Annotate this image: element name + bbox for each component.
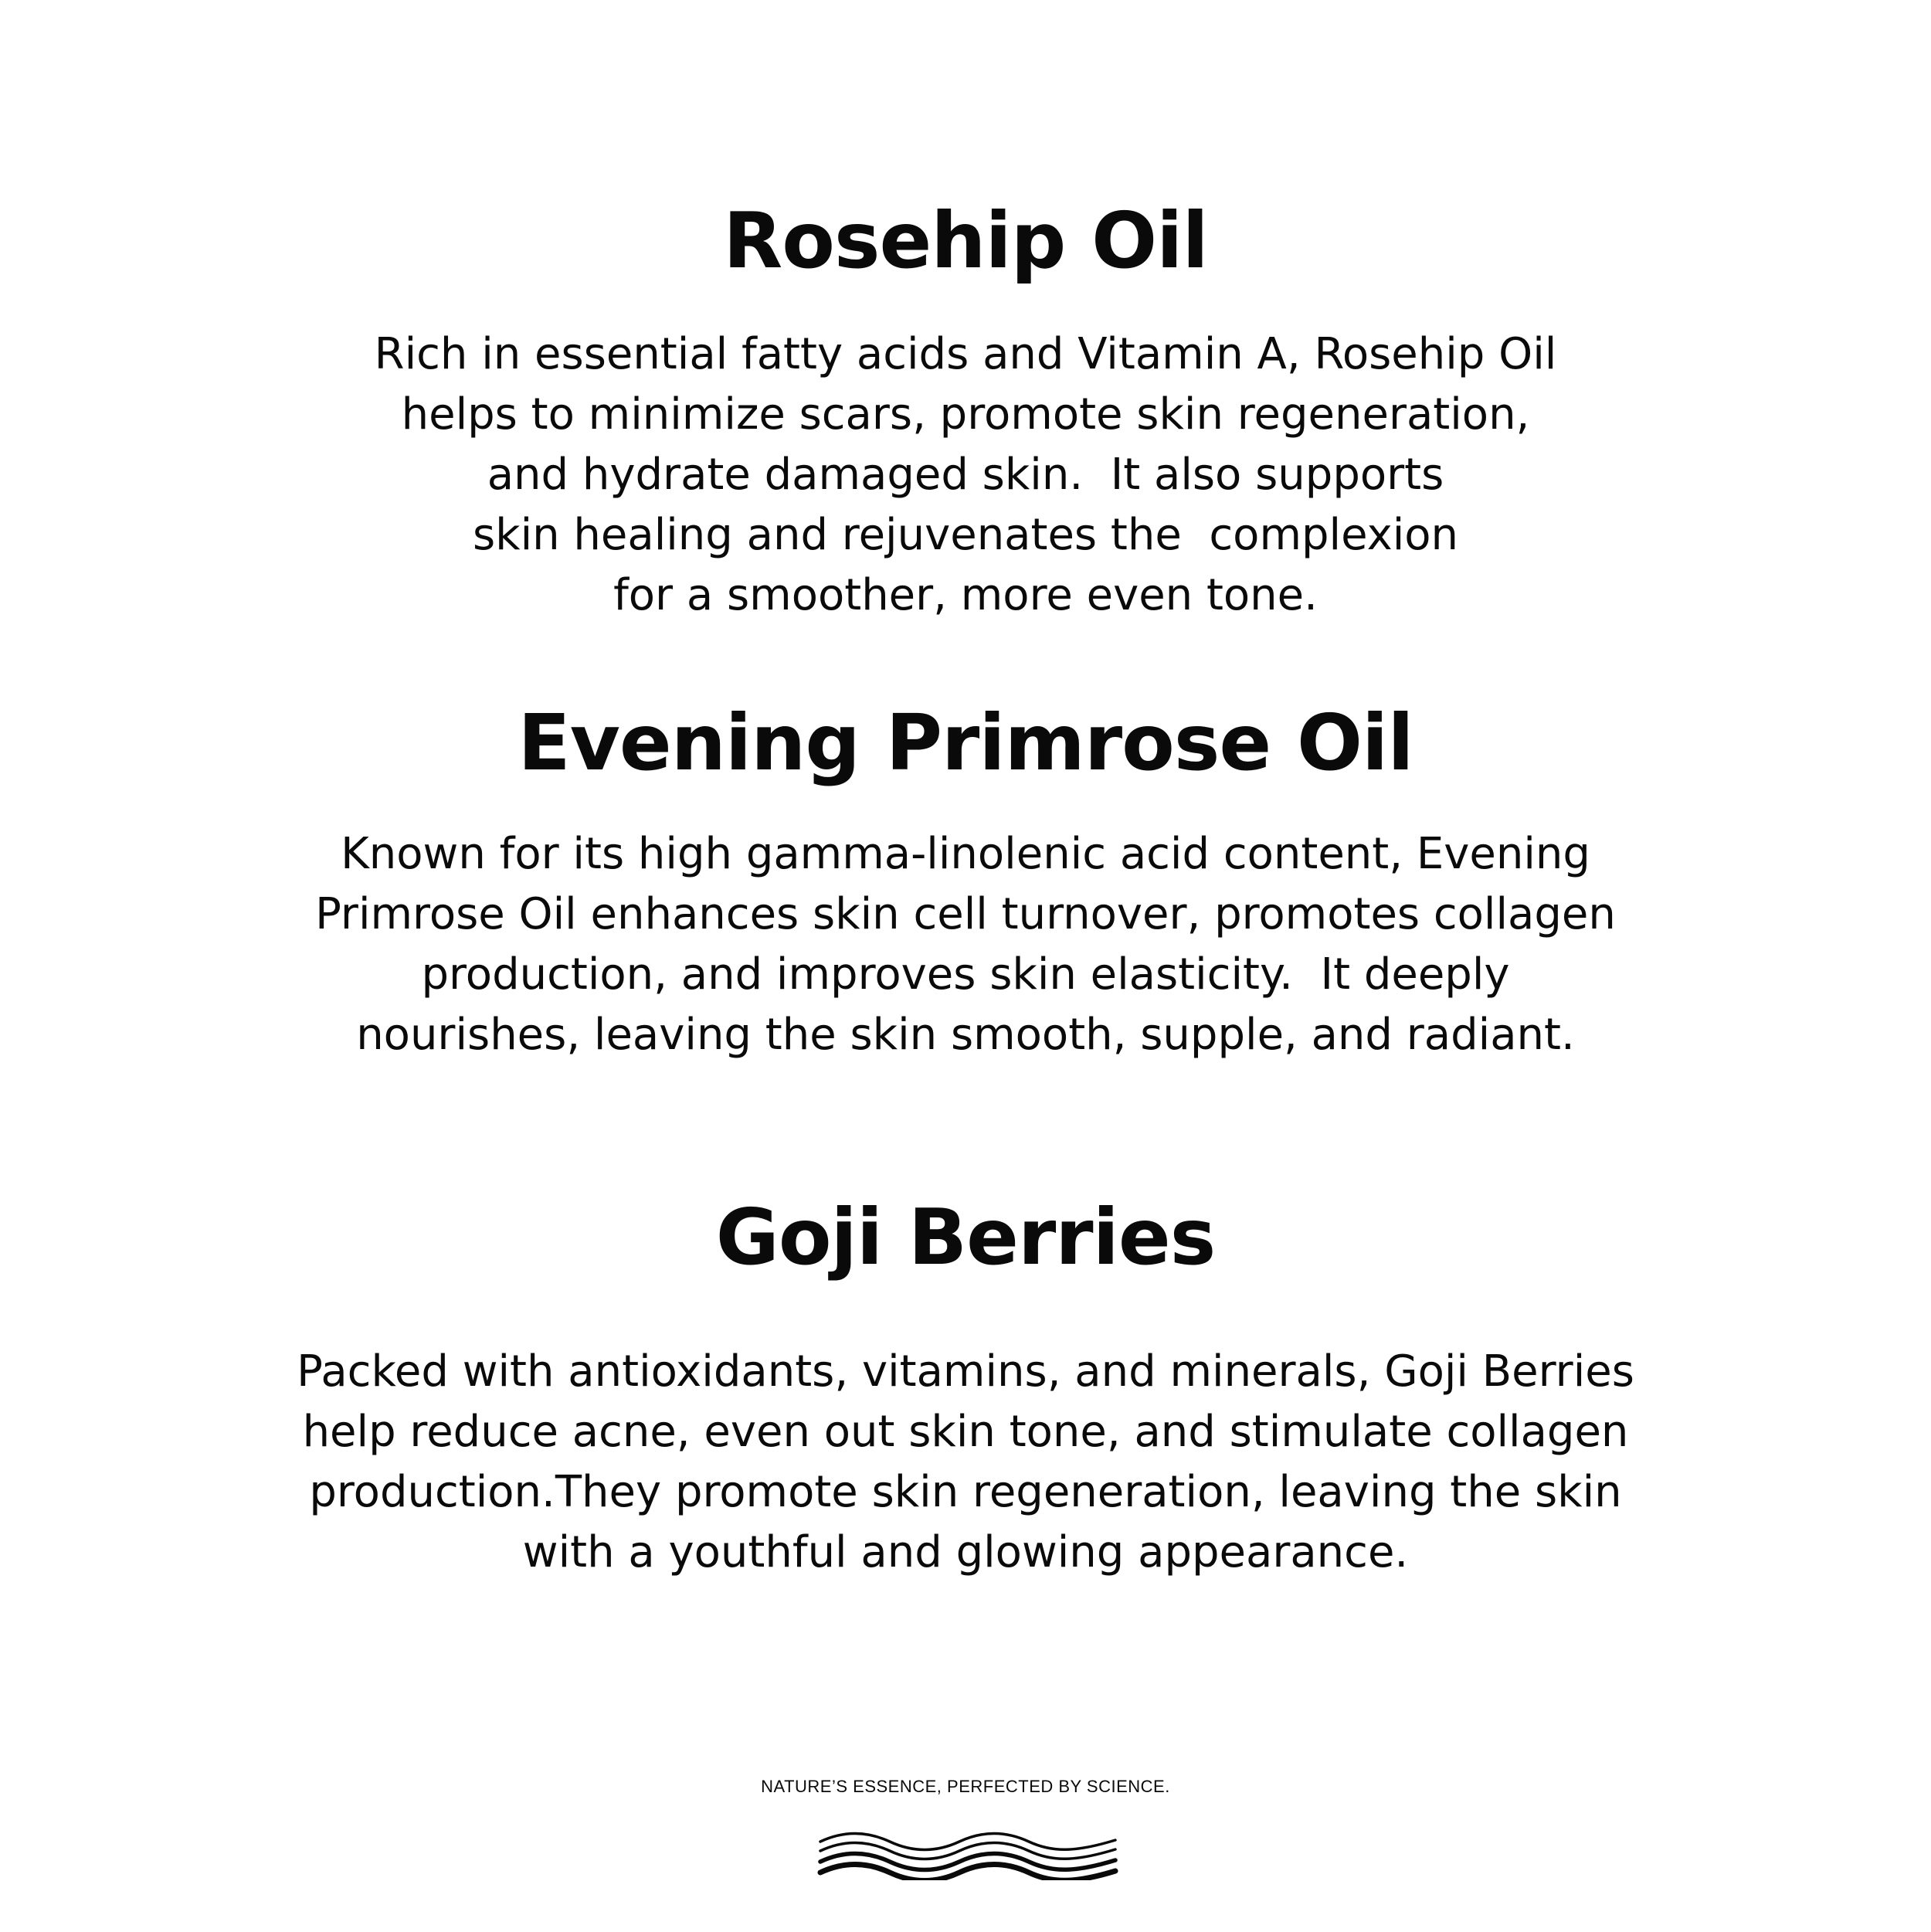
footer-tagline: NATURE’S ESSENCE, PERFECTED BY SCIENCE. [761, 1777, 1170, 1796]
description-line: help reduce acne, even out skin tone, and stimulate collagen [302, 1407, 1629, 1457]
description-line: nourishes, leaving the skin smooth, supple, and radiant. [356, 1010, 1575, 1060]
description-line: helps to minimize scars, promote skin regeneration, [401, 389, 1530, 440]
description-line: production.They promote skin regeneration, leaving the skin [309, 1467, 1622, 1517]
waves-icon [817, 1829, 1118, 1880]
description-line: and hydrate damaged skin. It also supports [487, 450, 1444, 500]
description-line: Packed with antioxidants, vitamins, and minerals, Goji Berries [297, 1346, 1634, 1397]
description-line: for a smoother, more even tone. [613, 570, 1318, 620]
description-line: Primrose Oil enhances skin cell turnover, promotes collagen [315, 889, 1616, 939]
section-description [0, 824, 1931, 1065]
description-line: with a youthful and glowing appearance. [522, 1527, 1409, 1577]
section-rosehip-oil [0, 195, 1931, 626]
section-goji-berries [0, 1192, 1931, 1583]
section-description [0, 324, 1931, 626]
description-line: skin healing and rejuvenates the complexion [472, 510, 1459, 560]
section-evening-primrose-oil [0, 698, 1931, 1065]
description-line: Known for its high gamma-linolenic acid content, Evening [341, 829, 1590, 879]
description-line: Rich in essential fatty acids and Vitamin A, Rosehip Oil [374, 329, 1557, 379]
section-title: Goji Berries [715, 1192, 1216, 1282]
section-title: Evening Primrose Oil [518, 698, 1413, 788]
section-title: Rosehip Oil [723, 195, 1208, 286]
section-description [0, 1342, 1931, 1583]
description-line: production, and improves skin elasticity. It deeply [421, 949, 1510, 1000]
